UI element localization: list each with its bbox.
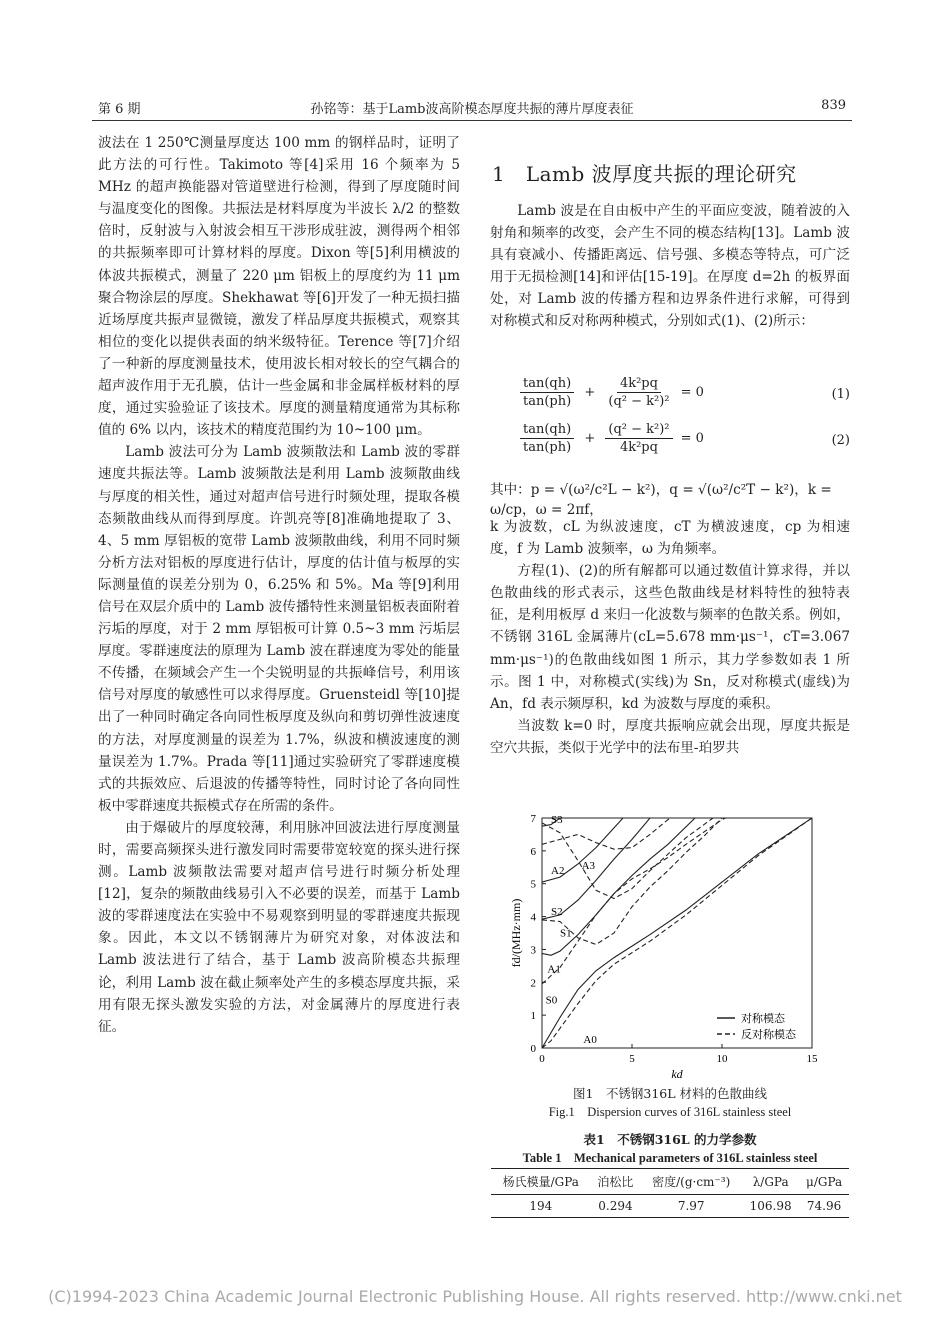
right-paragraph-4: 当波数 k=0 时，厚度共振响应就会出现，厚度共振是空穴共振，类似于光学中的法布里-珀罗共 — [490, 717, 850, 756]
section-title: Lamb 波厚度共振的理论研究 — [525, 162, 797, 186]
eq2-b-num: (q² − k²)² — [605, 421, 672, 439]
x-tick-label: 10 — [716, 1053, 728, 1065]
mode-label: A1 — [547, 963, 561, 976]
running-title: 孙铭等：基于Lamb波高阶模态厚度共振的薄片厚度表征 — [310, 102, 634, 117]
y-tick-label: 6 — [530, 845, 536, 858]
mode-label: A3 — [581, 859, 596, 872]
left-paragraph-2: Lamb 波法可分为 Lamb 波频散法和 Lamb 波的零群速度共振法等。Lamb 波频散法是利用 Lamb 波频散曲线与厚度的相关性，通过对超声信号进行时频处理，提取各模态频散曲线从而得到厚度。许凯亮等[8]准确地提取了 3、4、5 mm 厚铝板的宽带 Lamb 波频散曲线，利用不同时频分析方法对铝板的厚度进行估计，厚度的估计值与板厚的实际测量值的误差分别为 0，6.25% 和 5%。Ma 等[9]利用信号在双层介质中的 Lamb 波传播特性来测量铝板表面附着污垢的厚度，对于 2 mm 厚铝板可计算 0.5~3 mm 污垢层厚度。零群速度法的原理为 Lamb 波在群速度为零处的能量不传播，在频域会产生一个尖锐明显的共振峰信号，利用该信号对厚度的敏感性可以求得厚度。Gruensteidl 等[10]提出了一种同时确定各向同性板厚度及纵向和剪切弹性波速度的方法，对厚度测量的误差为 1.7%，纵波和横波速度的测量误差为 1.7%。Prada 等[11]通过实验研究了零群速度模式的共振效应、后退波的传播等特性，同时讨论了各向同性板中零群速度共振模式存在所需的条件。 — [98, 444, 460, 814]
y-tick-label: 3 — [530, 944, 536, 957]
section-heading — [492, 158, 797, 187]
y-tick-label: 1 — [530, 1010, 536, 1023]
section-number: 1 — [492, 162, 506, 186]
table-cell: 7.97 — [640, 1195, 742, 1218]
table-cell: 194 — [491, 1195, 591, 1218]
table-cell: 74.96 — [799, 1195, 849, 1218]
table-header-cell: 泊松比 — [591, 1169, 641, 1195]
eq1-a-num: tan(qh) — [520, 375, 574, 393]
table-header-cell: 密度/(g·cm⁻³) — [640, 1169, 742, 1195]
eq2-term-b — [605, 421, 672, 456]
eq2-a-num: tan(qh) — [520, 421, 574, 439]
mode-label: S0 — [545, 994, 558, 1007]
eq2-number: (2) — [831, 433, 850, 448]
right-paragraph-2: k 为波数，cL 为纵波速度，cT 为横波速度，cp 为相速度，f 为 Lamb 波频率，ω 为角频率。 — [490, 519, 850, 558]
table-header-cell: μ/GPa — [799, 1169, 849, 1195]
equation-definitions: 其中：p = √(ω²/c²L − k²)，q = √(ω²/c²T − k²)，k = ω/cp，ω = 2πf， — [490, 482, 832, 518]
right-paragraph-1: Lamb 波是在自由板中产生的平面应变波，随着波的入射角和频率的改变，会产生不同的模态结构[13]。Lamb 波具有衰减小、传播距离远、信号强、多模态等特点，可广泛用于无损检测[14]和评估[15-19]。在厚度 d=2h 的板界面处，对 Lamb 波的传播方程和边界条件进行求解，可得到对称模式和反对称两种模式，分别如式(1)、(2)所示： — [490, 203, 850, 330]
dispersion-chart — [500, 808, 840, 1080]
left-column — [98, 132, 460, 1038]
y-axis-label: fd/(MHz·mm) — [509, 898, 523, 968]
table-caption-cn: 表1 不锈钢316L 的力学参数 — [583, 1132, 757, 1147]
legend-label-symmetric: 对称模态 — [741, 1012, 785, 1025]
eq2-a-den: tan(ph) — [523, 440, 572, 455]
eq1-term-b — [605, 375, 672, 410]
y-tick-label: 7 — [530, 813, 536, 825]
table-row — [491, 1195, 849, 1218]
table-header-cell: λ/GPa — [742, 1169, 799, 1195]
x-tick-label: 5 — [629, 1053, 635, 1065]
table-caption-en: Table 1 Mechanical parameters of 316L stainless steel — [522, 1151, 818, 1165]
mechanical-parameters-table — [491, 1168, 849, 1218]
eq2-term-a — [520, 421, 574, 456]
header-rule — [92, 120, 852, 121]
eq1-plus: + — [584, 385, 596, 400]
eq2-rhs: = 0 — [680, 431, 704, 446]
mode-label: A2 — [551, 864, 565, 877]
table-cell: 106.98 — [742, 1195, 799, 1218]
running-header — [92, 96, 852, 118]
x-axis-label: kd — [671, 1067, 683, 1080]
equation-1 — [520, 375, 850, 419]
eq1-term-a — [520, 375, 574, 410]
page-number: 839 — [821, 98, 846, 113]
right-column-intro — [490, 200, 850, 333]
right-column-body — [490, 516, 850, 759]
y-tick-label: 4 — [530, 911, 536, 924]
eq1-b-num: 4k²pq — [617, 375, 661, 393]
left-paragraph-1: 波法在 1 250℃测量厚度达 100 mm 的钢样品时，证明了此方法的可行性。Takimoto 等[4]采用 16 个频率为 5 MHz 的超声换能器对管道壁进行检测，得到了厚度随时间与温度变化的图像。共振法是材料厚度为半波长 λ/2 的整数倍时，反射波与入射波会相互干涉形成驻波，测得两个相邻的共振频率即可计算材料的厚度。Dixon 等[5]利用横波的体波共振模式，测量了 220 μm 铝板上的厚度约为 11 μm 聚合物涂层的厚度。Shekhawat 等[6]开发了一种无损扫描近场厚度共振声显微镜，激发了样品厚度共振模式，观察其相位的变化以提供表面的纳米级特征。Terence 等[7]介绍了一种新的厚度测量技术，使用波长相对较长的空气耦合的超声波作用于无孔膜，估计一些金属和非金属样板材料的厚度，通过实验验证了该技术。厚度的测量精度通常为其标称值的 6% 以内，该技术的精度范围约为 10~100 μm。 — [98, 135, 460, 439]
table-header-cell: 杨氏模量/GPa — [491, 1169, 591, 1195]
eq2-plus: + — [584, 431, 596, 446]
legend-label-antisymmetric: 反对称模态 — [741, 1028, 796, 1041]
x-tick-label: 15 — [806, 1053, 818, 1065]
table-cell: 0.294 — [591, 1195, 641, 1218]
figure-caption-en: Fig.1 Dispersion curves of 316L stainless steel — [548, 1105, 792, 1119]
y-tick-label: 5 — [530, 878, 536, 891]
eq1-rhs: = 0 — [680, 385, 704, 400]
table-header-row — [491, 1169, 849, 1195]
mode-label: S3 — [551, 813, 563, 826]
table-wrapper — [491, 1168, 849, 1218]
eq2-b-den: 4k²pq — [619, 440, 658, 455]
copyright-footer: (C)1994-2023 China Academic Journal Electronic Publishing House. All rights reserved. http://www.cnki.net — [48, 1287, 902, 1306]
eq1-b-den: (q² − k²)² — [608, 394, 670, 409]
mode-label: S2 — [551, 905, 563, 918]
left-paragraph-3: 由于爆破片的厚度较薄，利用脉冲回波法进行厚度测量时，需要高频探头进行激发同时需要带宽较宽的探头进行探测。Lamb 波频散法需要对超声信号进行时频分析处理[12]，复杂的频散曲线易引入不必要的误差，而基于 Lamb 波的零群速度法在实验中不易观察到明显的零群速度共振现象。因此，本文以不锈钢薄片为研究对象，对体波法和 Lamb 波法进行了结合，基于 Lamb 波高阶模态共振理论，利用 Lamb 波在截止频率处产生的多模态厚度共振，采用有限无探头激发实验的方法，对金属薄片的厚度进行表征。 — [98, 819, 460, 1035]
equation-2 — [520, 421, 850, 465]
issue-number: 第 6 期 — [98, 102, 141, 117]
figure-caption-cn: 图1 不锈钢316L 材料的色散曲线 — [572, 1086, 768, 1101]
mode-label: A0 — [583, 1034, 597, 1047]
curve-s3-branch — [542, 818, 713, 899]
y-tick-label: 2 — [530, 977, 536, 990]
eq1-a-den: tan(ph) — [523, 394, 572, 409]
y-tick-label: 0 — [530, 1043, 536, 1055]
mode-label: S1 — [560, 927, 572, 940]
right-paragraph-3: 方程(1)、(2)的所有解都可以通过数值计算求得，并以色散曲线的形式表示，这些色散曲线是材料特性的独特表征，是利用板厚 d 来归一化波数与频率的色散关系。例如，不锈钢 316L 金属薄片(cL=5.678 mm·μs⁻¹，cT=3.067 mm·μs⁻¹)的色散曲线如图 1 所示，其力学参数如表 1 所示。图 1 中，对称模式(实线)为 Sn，反对称模式(虚线)为 An，fd 表示频厚积，kd 为波数与厚度的乘积。 — [490, 563, 850, 712]
x-tick-label: 0 — [539, 1053, 545, 1065]
eq1-number: (1) — [831, 387, 850, 402]
